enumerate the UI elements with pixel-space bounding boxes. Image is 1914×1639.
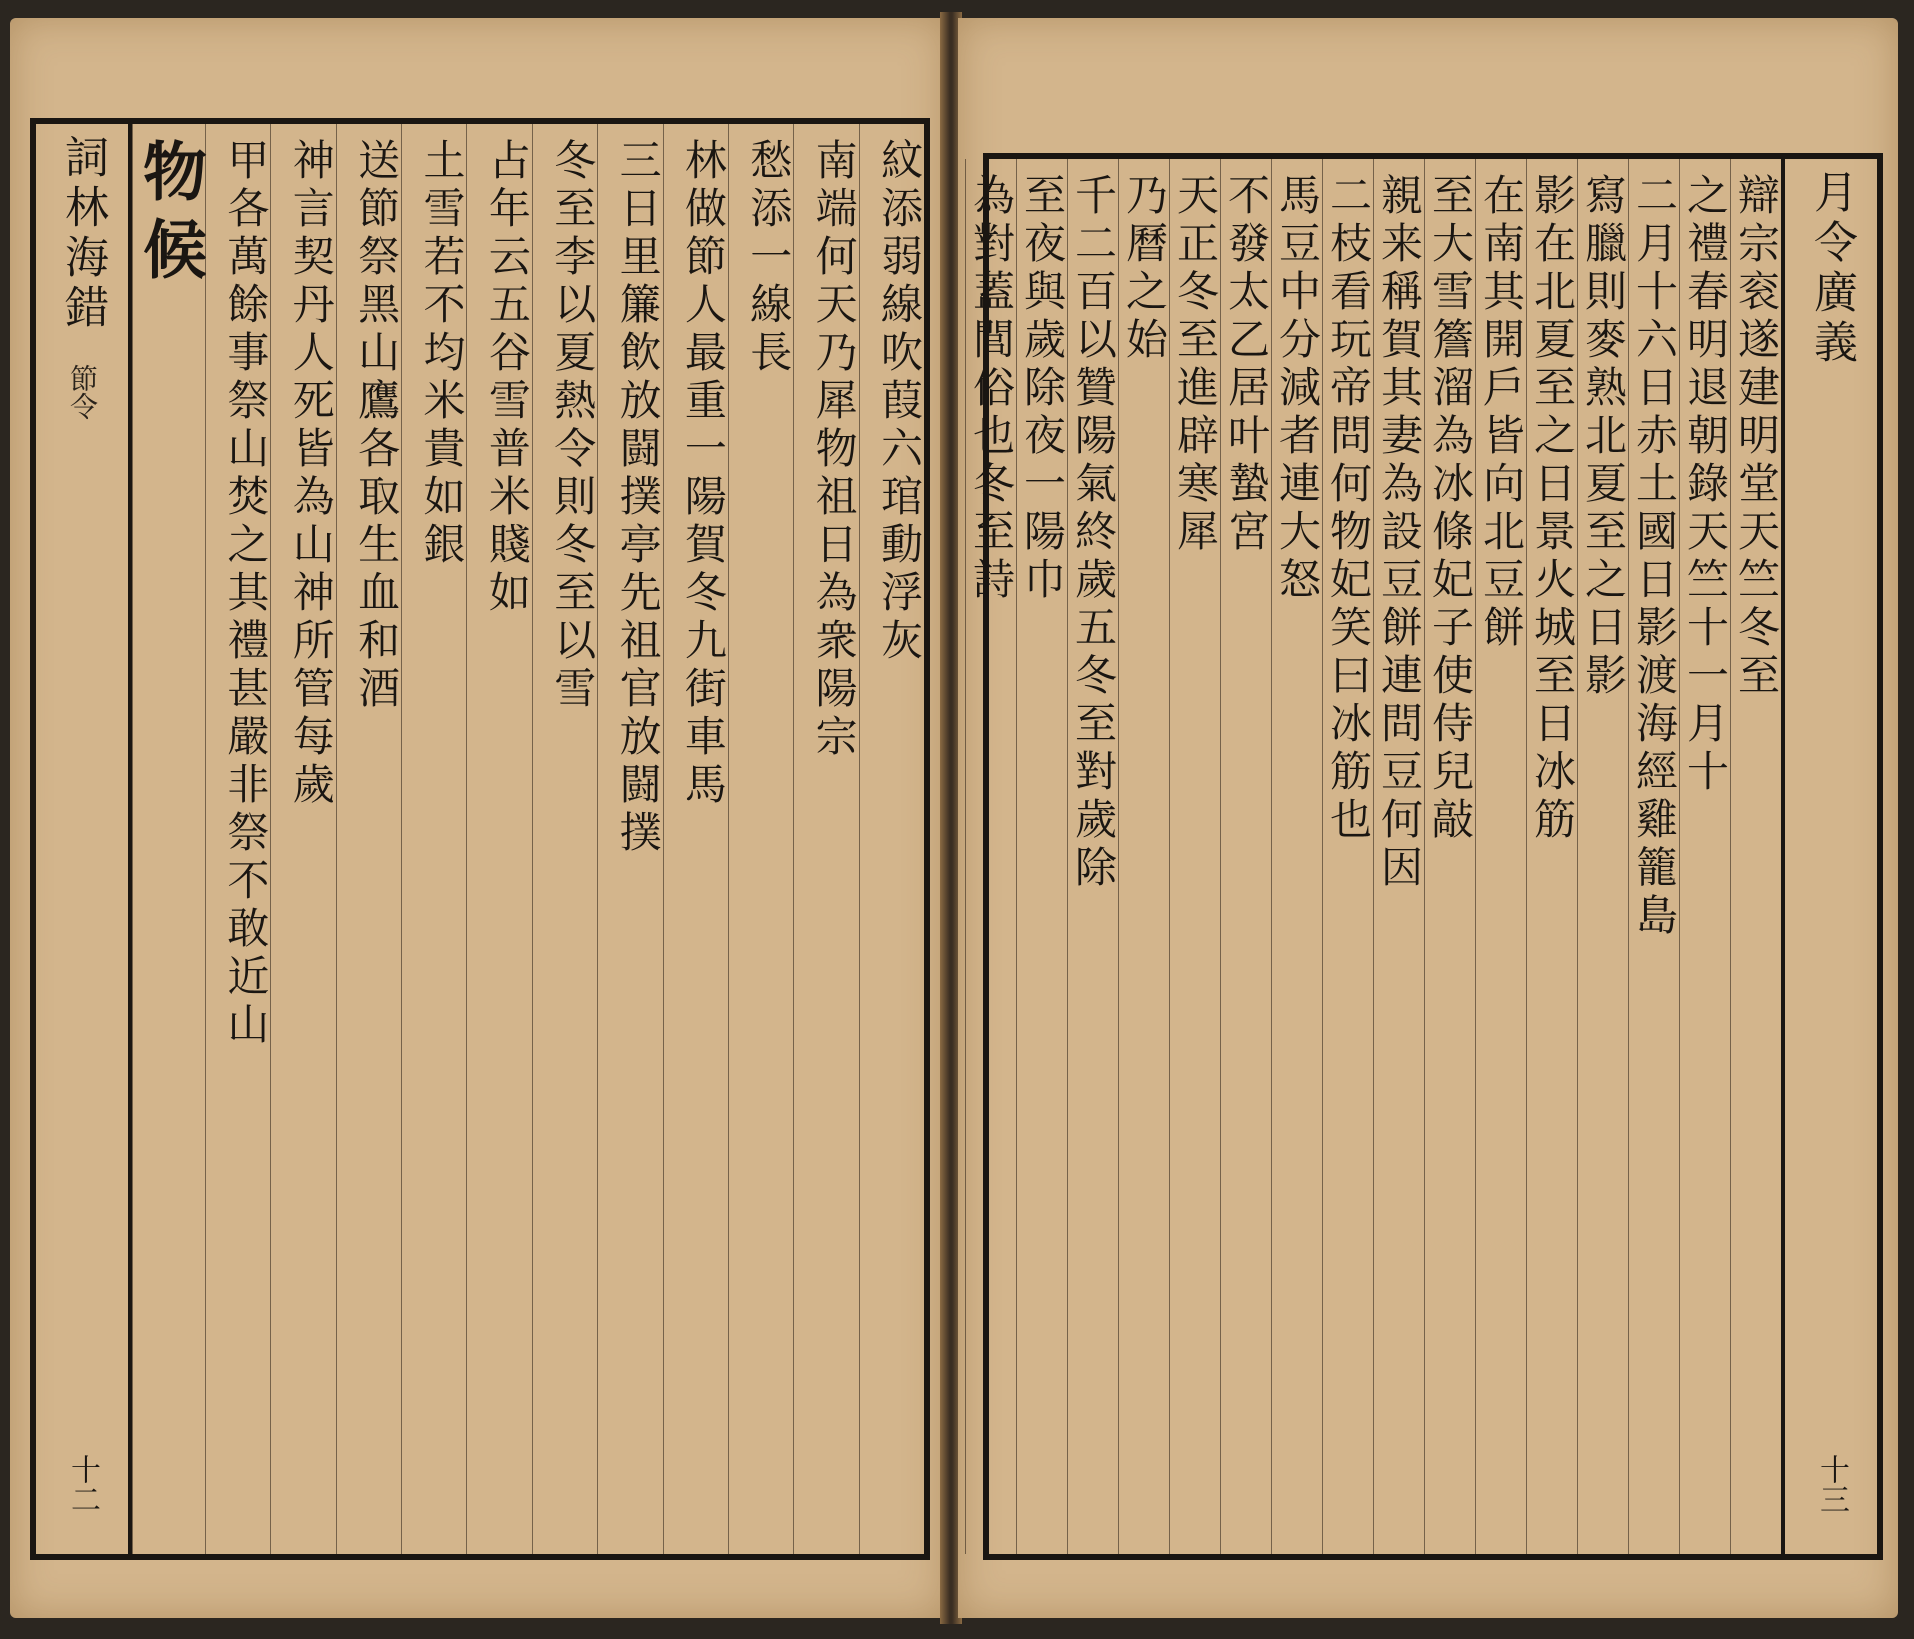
text-column: 之禮春明退朝錄天竺十一月十 [1679, 159, 1730, 1554]
text-column: 冬至李以夏熱令則冬至以雪 [532, 124, 597, 1554]
text-column: 寫臘則麥熟北夏至之日影 [1577, 159, 1628, 1554]
left-margin-subtitle: 節令 [66, 364, 99, 420]
text-column: 送節祭黑山鷹各取生血和酒 [336, 124, 401, 1554]
left-page-frame [30, 118, 930, 1560]
text-column: 至夜與歲除夜一陽巾 [1016, 159, 1067, 1554]
text-column: 占年云五谷雪普米賤如 [466, 124, 531, 1554]
text-column: 馬豆中分減者連大怒 [1271, 159, 1322, 1554]
left-text-body [132, 124, 924, 1554]
text-column: 乃曆之始 [1118, 159, 1169, 1554]
text-column: 影在北夏至之日景火城至日冰筋 [1526, 159, 1577, 1554]
text-column: 二月十六日赤土國日影渡海經雞籠島 [1628, 159, 1679, 1554]
text-column: 辯宗衮遂建明堂天竺冬至 [1730, 159, 1781, 1554]
text-column: 千二百以贊陽氣終歲五冬至對歲除 [1067, 159, 1118, 1554]
left-leaf-number: 十二 [65, 1454, 100, 1514]
right-leaf-number: 十三 [1814, 1454, 1849, 1514]
text-column: 天正冬至進辟寒犀 [1169, 159, 1220, 1554]
text-column: 為對蓋閭俗也冬至詩 [965, 159, 1016, 1554]
left-margin-title: 詞林海錯 [57, 134, 108, 334]
text-column: 至大雪簷溜為冰條妃子使侍兒敲 [1424, 159, 1475, 1554]
text-column: 神言契丹人死皆為山神所管每歲 [270, 124, 335, 1554]
text-column: 不發太乙居叶蟄宮 [1220, 159, 1271, 1554]
right-margin-title: 月令廣義 [1806, 169, 1857, 369]
text-column: 甲各萬餘事祭山焚之其禮甚嚴非祭不敢近山 [205, 124, 270, 1554]
text-column: 南端何天乃犀物祖日為衆陽宗 [793, 124, 858, 1554]
left-page [10, 18, 945, 1618]
text-column: 在南其開戶皆向北豆餅 [1475, 159, 1526, 1554]
text-column: 三日里簾飲放闘撲亭先祖官放闘撲 [597, 124, 662, 1554]
right-text-body [967, 159, 1781, 1554]
text-column: 土雪若不均米貴如銀 [401, 124, 466, 1554]
section-title: 物候 [132, 124, 205, 1554]
right-page-frame [967, 153, 1883, 1560]
left-page-margin [36, 124, 132, 1554]
text-column: 愁添一線長 [728, 124, 793, 1554]
text-column: 林做節人最重一陽賀冬九街車馬 [663, 124, 728, 1554]
text-column: 二枝看玩帝問何物妃笑曰冰筋也 [1322, 159, 1373, 1554]
text-column: 親来稱賀其妻為設豆餅連問豆何因 [1373, 159, 1424, 1554]
right-page [958, 18, 1898, 1618]
text-column: 紋添弱線吹葭六琯動浮灰 [859, 124, 924, 1554]
right-page-margin [1781, 159, 1877, 1554]
